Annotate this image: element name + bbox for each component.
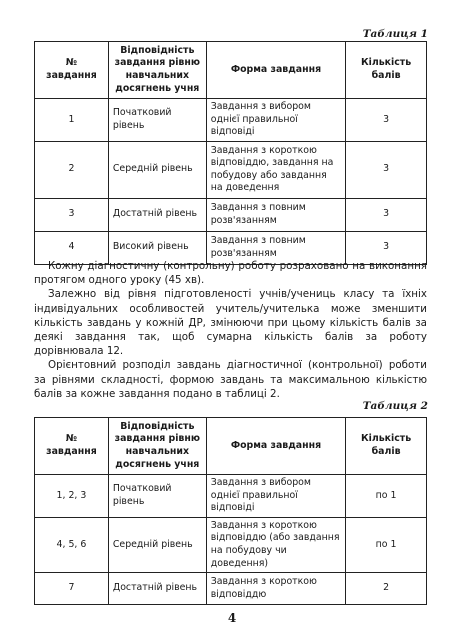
table2-header-form: Форма завдання <box>206 418 345 475</box>
table2-caption: Таблиця 2 <box>362 400 428 412</box>
page-number: 4 <box>227 611 237 625</box>
table2-header-number: № завдання <box>35 418 109 475</box>
table2-header-row <box>35 418 427 475</box>
table1-header-points: Кількість балів <box>346 42 427 99</box>
task-number: 1 <box>35 99 109 142</box>
table1-header-level: Відповідність завдання рівню навчальних досягнень учня <box>108 42 206 99</box>
task-points: по 1 <box>346 517 427 572</box>
task-points: 3 <box>346 141 427 198</box>
task-level: Середній рівень <box>108 517 206 572</box>
table-row <box>35 573 427 605</box>
table1 <box>34 41 427 265</box>
task-points: 3 <box>346 198 427 231</box>
paragraph: Залежно від рівня підготовленості учнів/учениць класу та їхніх індивідуальних особливостей учитель/учителька може зменшити кількість завдань у кожній ДР, змінюючи при цьому кількість балів за деякі завдання так, щоб сумарна кількість балів за роботу дорівнювала 12. <box>34 288 427 358</box>
task-number: 3 <box>35 198 109 231</box>
table-row <box>35 99 427 142</box>
task-number: 4, 5, 6 <box>35 517 109 572</box>
paragraph: Кожну діагностичну (контрольну) роботу розраховано на виконання протягом одного уроку (45 хв). <box>34 260 427 287</box>
table2-header-points: Кількість балів <box>346 418 427 475</box>
table-row <box>35 141 427 198</box>
table2-header-level: Відповідність завдання рівню навчальних досягнень учня <box>108 418 206 475</box>
table1-header-row <box>35 42 427 99</box>
task-points: 3 <box>346 99 427 142</box>
task-level: Високий рівень <box>108 231 206 264</box>
task-number: 7 <box>35 573 109 605</box>
task-form: Завдання з повним розв'язанням <box>206 231 345 264</box>
task-form: Завдання з короткою відповіддю, завдання на побудову або завдання на доведення <box>206 141 345 198</box>
task-points: по 1 <box>346 475 427 518</box>
task-level: Початковий рівень <box>108 475 206 518</box>
task-form: Завдання з короткою відповіддю (або завдання на побудову чи доведення) <box>206 517 345 572</box>
task-level: Достатній рівень <box>108 198 206 231</box>
task-form: Завдання з вибором однієї правильної відповіді <box>206 475 345 518</box>
table-row <box>35 475 427 518</box>
table2 <box>34 417 427 605</box>
task-number: 1, 2, 3 <box>35 475 109 518</box>
task-number: 4 <box>35 231 109 264</box>
task-form: Завдання з повним розв'язанням <box>206 198 345 231</box>
task-number: 2 <box>35 141 109 198</box>
task-points: 2 <box>346 573 427 605</box>
task-points: 3 <box>346 231 427 264</box>
table1-header-form: Форма завдання <box>206 42 345 99</box>
body-text <box>34 259 427 401</box>
table-row <box>35 517 427 572</box>
table-row <box>35 198 427 231</box>
task-form: Завдання з вибором однієї правильної відповіді <box>206 99 345 142</box>
paragraph: Орієнтовний розподіл завдань діагностичної (контрольної) роботи за рівнями складності, формою завдань та максимальною кількістю балів за кожне завдання подано в таблиці 2. <box>34 359 427 400</box>
table1-header-number: № завдання <box>35 42 109 99</box>
task-level: Початковий рівень <box>108 99 206 142</box>
task-level: Середній рівень <box>108 141 206 198</box>
task-form: Завдання з короткою відповіддю <box>206 573 345 605</box>
table1-caption: Таблиця 1 <box>362 28 428 40</box>
task-level: Достатній рівень <box>108 573 206 605</box>
